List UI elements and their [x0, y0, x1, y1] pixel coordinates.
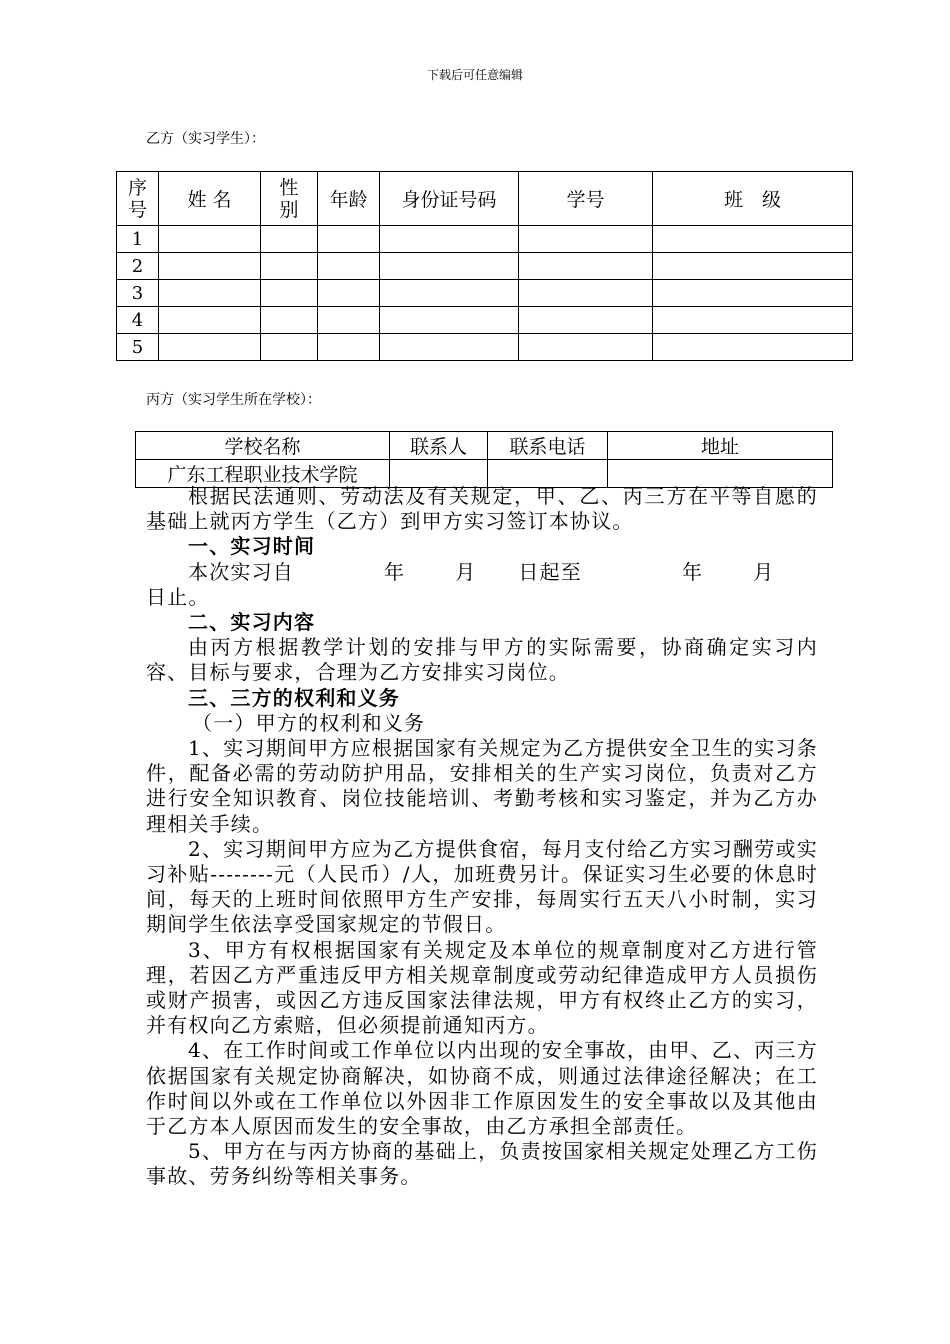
period-end: 日止。: [146, 584, 210, 609]
period-start-label: 本次实习自: [188, 559, 294, 584]
cell: [159, 226, 261, 253]
cell: [261, 253, 318, 280]
year-label-1: 年: [384, 559, 406, 584]
row-number: 1: [117, 226, 159, 253]
party-b-label: 乙方（实习学生）：: [146, 131, 265, 147]
student-table: [116, 171, 853, 361]
table-row: [117, 334, 853, 361]
cell: [653, 253, 853, 280]
cell: [653, 226, 853, 253]
col-header-contact: 联系人: [390, 432, 488, 460]
intro-paragraph: 根据民法通则、劳动法及有关规定，甲、乙、丙三方在平等自愿的基础上就丙方学生（乙方）到甲方实习签订本协议。: [146, 484, 818, 534]
row-number: 3: [117, 280, 159, 307]
col-header-class: 班 级: [653, 172, 853, 226]
col-header-gender: 性别: [261, 172, 318, 226]
cell: [318, 334, 380, 361]
cell: [653, 280, 853, 307]
cell: [261, 280, 318, 307]
cell: [318, 226, 380, 253]
cell: [519, 253, 653, 280]
cell: [159, 280, 261, 307]
cell: [159, 307, 261, 334]
cell: [318, 253, 380, 280]
table-row: [117, 307, 853, 334]
day-to-label: 日起至: [518, 559, 583, 584]
cell: [261, 334, 318, 361]
cell: [653, 307, 853, 334]
cell: [380, 334, 519, 361]
section2-text: 由丙方根据教学计划的安排与甲方的实际需要，协商确定实习内容、目标与要求，合理为乙方安排实习岗位。: [146, 635, 818, 685]
clause-item: 3、甲方有权根据国家有关规定及本单位的规章制度对乙方进行管理，若因乙方严重违反甲方相关规章制度或劳动纪律造成甲方人员损伤或财产损害，或因乙方违反国家法律法规，甲方有权终止乙方的实习，并有权向乙方索赔，但必须提前通知丙方。: [146, 937, 818, 1038]
col-header-phone: 联系电话: [488, 432, 608, 460]
clause-item: 1、实习期间甲方应根据国家有关规定为乙方提供安全卫生的实习条件，配备必需的劳动防护用品，安排相关的生产实习岗位，负责对乙方进行安全知识教育、岗位技能培训、考勤考核和实习鉴定，并为乙方办理相关手续。: [146, 736, 818, 836]
page-header: 下载后可任意编辑: [426, 68, 523, 82]
section3-title: 三、三方的权利和义务: [188, 685, 400, 710]
cell: [380, 307, 519, 334]
table-row: [117, 280, 853, 307]
table-header-row: [117, 172, 853, 226]
col-header-school-name: 学校名称: [136, 432, 390, 460]
school-header-row: [136, 432, 833, 460]
party-c-label: 丙方（实习学生所在学校）：: [146, 392, 321, 408]
school-table: [135, 431, 833, 488]
col-header-student-no: 学号: [519, 172, 653, 226]
cell: [261, 226, 318, 253]
clause-item: 5、甲方在与丙方协商的基础上，负责按国家相关规定处理乙方工伤事故、劳务纠纷等相关事务。: [146, 1139, 818, 1189]
cell: [380, 253, 519, 280]
section1-title: 一、实习时间: [188, 534, 316, 559]
month-label-1: 月: [455, 559, 477, 584]
section3-sub1: （一）甲方的权利和义务: [192, 710, 426, 735]
year-label-2: 年: [682, 559, 704, 584]
cell: [159, 253, 261, 280]
cell: [318, 280, 380, 307]
col-header-address: 地址: [608, 432, 833, 460]
cell: [519, 226, 653, 253]
section2-title: 二、实习内容: [188, 610, 316, 635]
cell: [318, 307, 380, 334]
cell: [380, 226, 519, 253]
row-number: 2: [117, 253, 159, 280]
cell: [519, 334, 653, 361]
table-row: [117, 253, 853, 280]
cell: [519, 280, 653, 307]
cell: [261, 307, 318, 334]
col-header-name: 姓 名: [159, 172, 261, 226]
cell: [380, 280, 519, 307]
cell: [519, 307, 653, 334]
month-label-2: 月: [753, 559, 775, 584]
clause-item: 4、在工作时间或工作单位以内出现的安全事故，由甲、乙、丙三方依据国家有关规定协商解决，如协商不成，则通过法律途径解决；在工作时间以外或在工作单位以外因非工作原因发生的安全事故以及其他由于乙方本人原因而发生的安全事故，由乙方承担全部责任。: [146, 1038, 818, 1139]
table-row: [117, 226, 853, 253]
agreement-body: [146, 484, 818, 1190]
col-header-age: 年龄: [318, 172, 380, 226]
cell: [159, 334, 261, 361]
row-number: 5: [117, 334, 159, 361]
clause-item: 2、实习期间甲方应为乙方提供食宿，每月支付给乙方实习酬劳或实习补贴--------元（人民币）/人，加班费另计。保证实习生必要的休息时间，每天的上班时间依照甲方生产安排，每周实行五天八小时制，实习期间学生依法享受国家规定的节假日。: [146, 836, 818, 937]
cell: [653, 334, 853, 361]
col-header-seq: 序号: [117, 172, 159, 226]
school-name-cell: 广东工程职业技术学院: [136, 460, 390, 488]
row-number: 4: [117, 307, 159, 334]
internship-period: [146, 560, 818, 585]
col-header-id: 身份证号码: [380, 172, 519, 226]
